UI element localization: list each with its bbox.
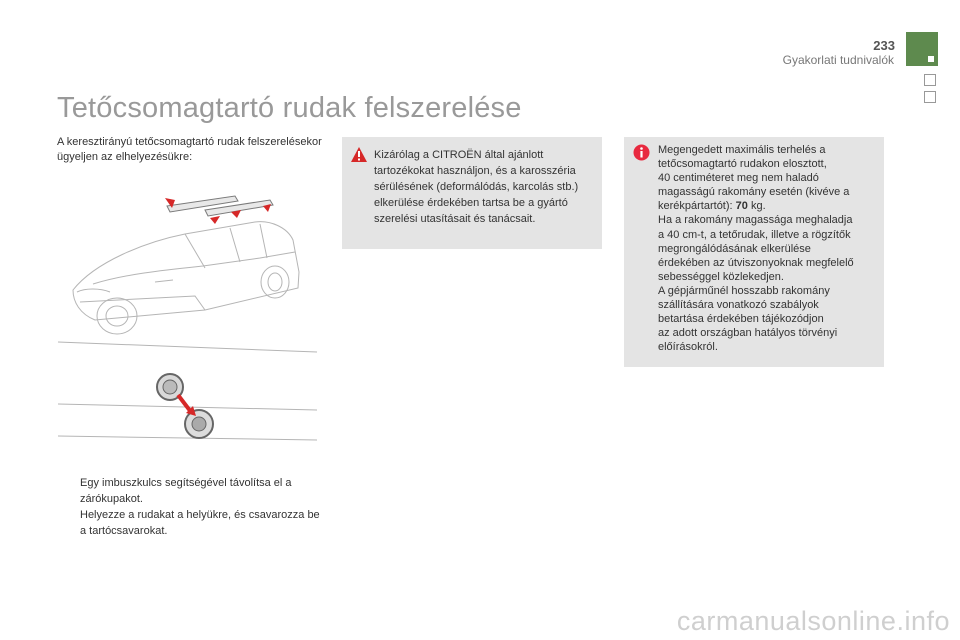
chapter-marker-1 — [924, 74, 936, 86]
page-title: Tetőcsomagtartó rudak felszerelése — [57, 92, 522, 124]
info-line: sebességgel közlekedjen. — [658, 270, 784, 283]
info-line: az adott országban hatályos törvényi — [658, 327, 838, 340]
warning-text: Kizárólag a CITROËN által ajánlott tartozékokat használjon, és a karosszéria sérülésének (deformálódás, karcolás stb.) elkerülése érdekében tartsa be a gyártó szerelési utasításait és tanácsait. — [374, 149, 579, 225]
info-line: a 40 cm-t, a tetőrudak, illetve a rögzítők — [658, 228, 851, 241]
info-line: betartása érdekében tájékozódjon — [658, 313, 824, 326]
intro-text: A keresztirányú tetőcsomagtartó rudak felszerelésekor ügyeljen az elhelyezésükre: — [57, 136, 322, 163]
list-item — [57, 507, 327, 539]
warning-icon — [350, 146, 368, 163]
step-text: Egy imbuszkulcs segítségével távolítsa el a zárókupakot. — [80, 477, 292, 505]
max-load-value: 70 — [735, 200, 748, 213]
info-line: megrongálódásának elkerülése — [658, 242, 811, 255]
info-line: magasságú rakomány esetén (kivéve a — [658, 186, 850, 199]
info-line: szállítására vonatkozó szabályok — [658, 299, 819, 312]
info-line: 40 centiméteret meg nem haladó — [658, 172, 819, 185]
max-load-unit: kg. — [747, 200, 766, 213]
watermark: carmanualsonline.info — [676, 606, 950, 636]
page-number: 233 — [873, 38, 895, 53]
info-line: Ha a rakomány magassága meghaladja — [658, 214, 853, 227]
info-line: érdekében az útviszonyoknak megfelelő — [658, 256, 854, 269]
step-list — [57, 475, 327, 539]
car-roof-bars-illustration — [55, 192, 325, 452]
list-item — [57, 475, 327, 507]
chapter-marker-2 — [924, 91, 936, 103]
chapter-tab[interactable] — [906, 32, 938, 66]
step-text: Helyezze a rudakat a helyükre, és csavarozza be a tartócsavarokat. — [80, 509, 320, 537]
info-line: Megengedett maximális terhelés a — [658, 144, 826, 156]
info-line: előírásokról. — [658, 341, 718, 354]
info-line-max-load — [658, 199, 878, 213]
warning-box — [342, 137, 602, 249]
info-box — [624, 137, 884, 367]
section-title: Gyakorlati tudnivalók — [782, 53, 894, 67]
info-line: A gépjárműnél hosszabb rakomány — [658, 284, 830, 297]
info-text: kerékpártartót): — [658, 200, 736, 213]
info-line: tetőcsomagtartó rudakon elosztott, — [658, 158, 827, 171]
info-icon — [633, 144, 650, 161]
